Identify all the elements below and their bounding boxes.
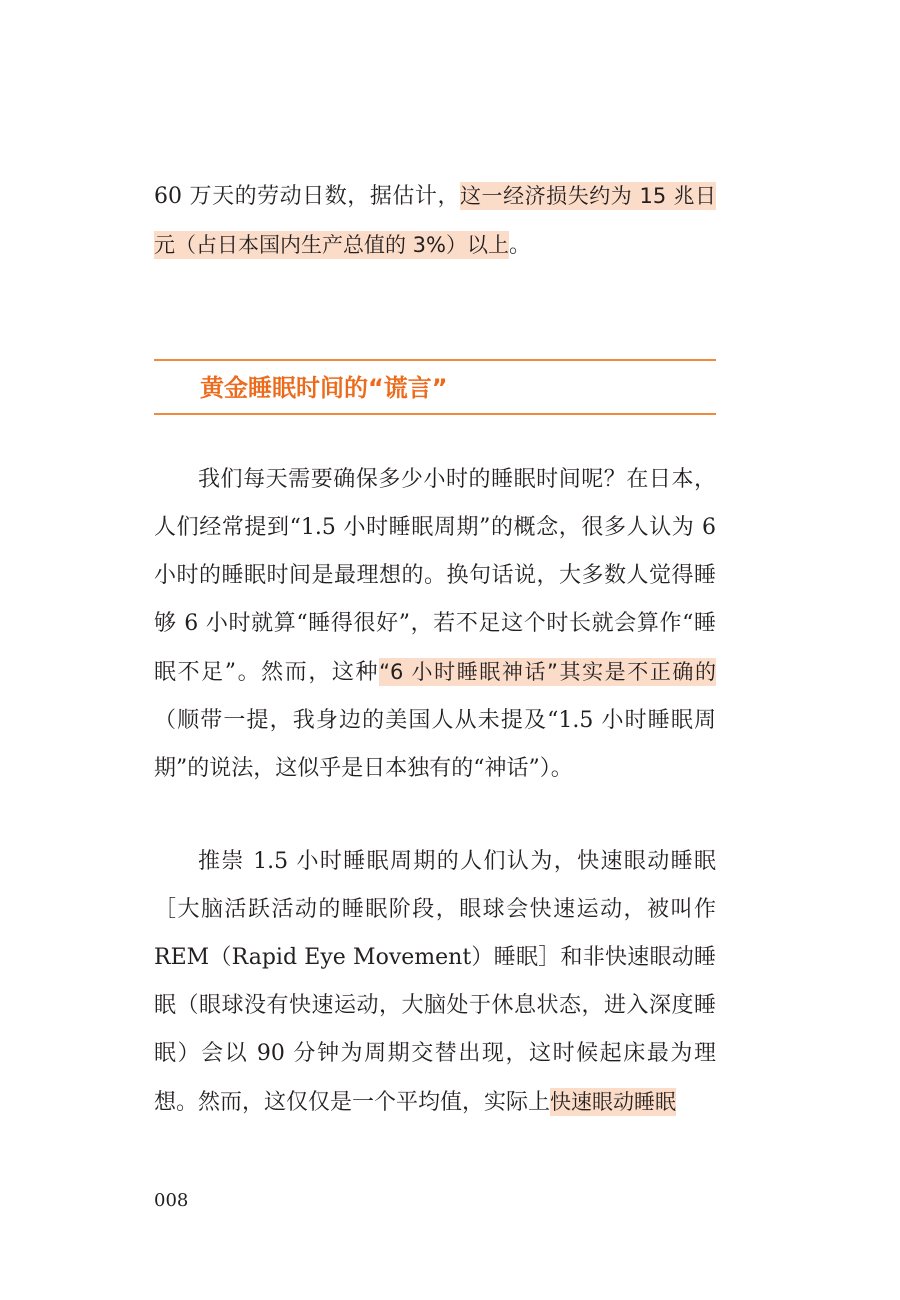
paragraph-sleep-hours (154, 456, 716, 793)
highlight-economic-loss: 这一经济损失约为 15 兆日元（占日本国内生产总值的 3%）以上 (154, 184, 716, 257)
section-title: 黄金睡眠时间的“谎言” (200, 374, 448, 402)
paragraph-top (154, 172, 716, 270)
paragraph-rem-text-a: 推崇 1.5 小时睡眠周期的人们认为，快速眼动睡眠［大脑活跃活动的睡眠阶段，眼球会快速运动，被叫作 (154, 849, 716, 922)
highlight-six-hour-myth: “6 小时睡眠神话”其实是不正确的 (379, 660, 716, 684)
page-number: 008 (154, 1190, 189, 1211)
paragraph-top-end: 。 (509, 233, 532, 258)
highlight-rem-sleep: 快速眼动睡眠 (550, 1090, 677, 1114)
paragraph-rem-text-b: 睡眠］和非快速眼动睡眠（眼球没有快速运动，大脑处于休息状态，进入深度睡眠）会以 90 分钟为周期交替出现，这时候起床最为理想。然而，这仅仅是一个平均值，实际上 (154, 945, 716, 1115)
paragraph-sleep-hours-text-a: 我们每天需要确保多少小时的睡眠时间呢？在日本，人们经常提到“1.5 小时睡眠周期”的概念，很多人认为 6 小时的睡眠时间是最理想的。换句话说，大多数人觉得睡够 6 小时就算“睡得很好”，若不足这个时长就会算作“睡眠不足”。然而，这种 (154, 467, 716, 685)
paragraph-top-text: 60 万天的劳动日数，据估计， (154, 184, 460, 209)
paragraph-rem-english: REM（Rapid Eye Movement） (154, 945, 494, 970)
section-rule-bottom (154, 413, 716, 415)
paragraph-rem-cycle (154, 838, 716, 1127)
section-rule-top (154, 359, 716, 361)
paragraph-sleep-hours-text-b: （顺带一提，我身边的美国人从未提及“1.5 小时睡眠周期”的说法，这似乎是日本独有的“神话”）。 (154, 708, 716, 781)
